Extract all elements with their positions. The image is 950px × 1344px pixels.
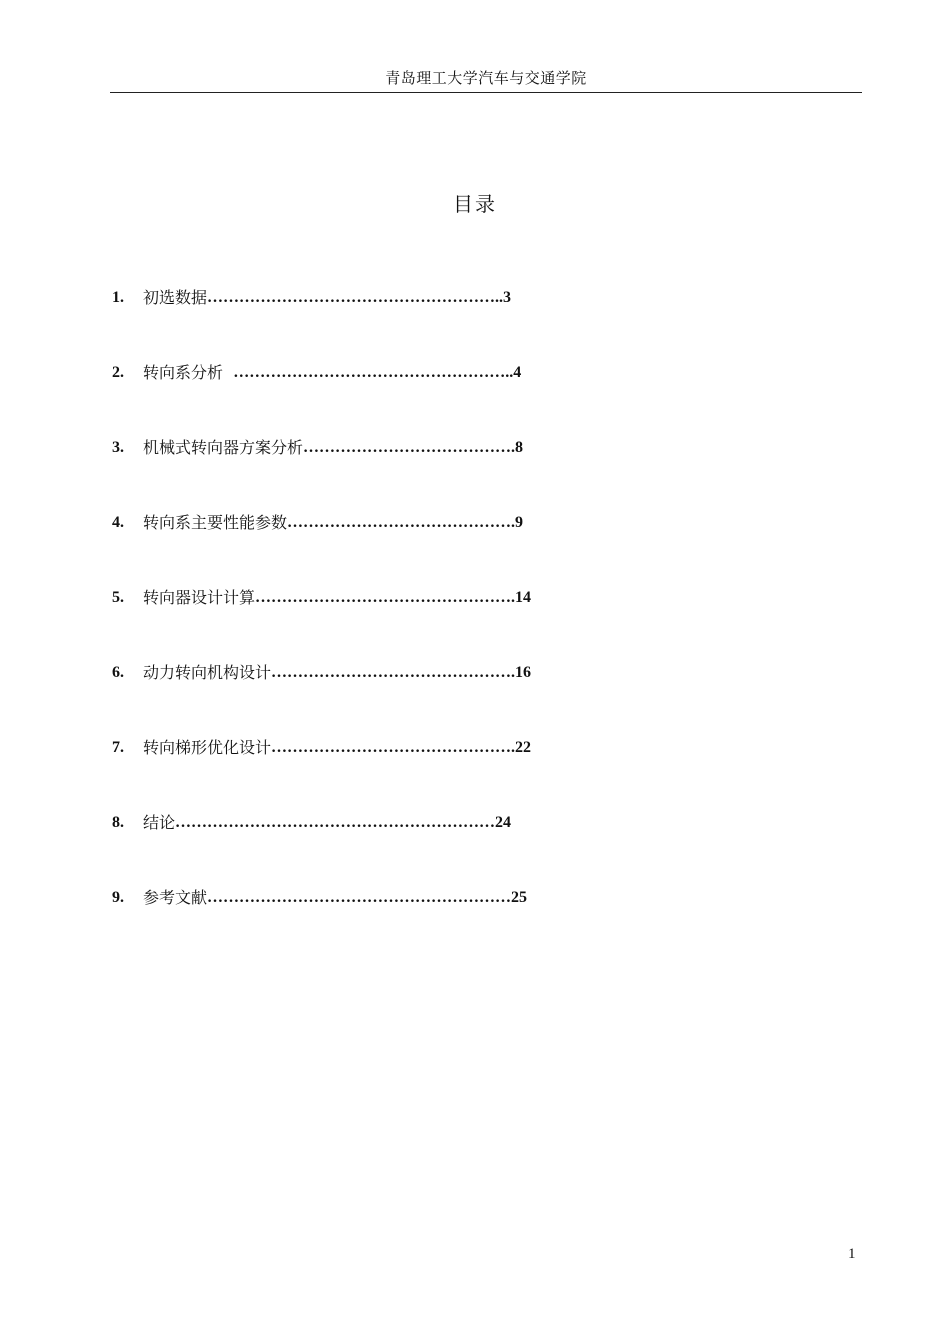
toc-entry[interactable] [112,811,531,886]
toc-entry-number: 8. [112,814,124,831]
toc-entry-label: 参考文献 [143,888,208,907]
toc-entry-label: 转向系主要性能参数 [143,513,288,532]
toc-entry-page: 16 [515,664,532,681]
toc-entry-page: 4 [513,364,522,381]
toc-entry-page: 14 [515,589,532,606]
toc-entry-label: 初选数据 [143,288,208,307]
toc-entry[interactable] [112,361,531,436]
toc-entry-page: 8 [515,439,524,456]
toc-entry-number: 6. [112,664,124,681]
toc-entry[interactable] [112,511,531,586]
toc-entry-page: 25 [511,889,528,906]
toc-entry[interactable] [112,736,531,811]
toc-entry-page: 3 [503,289,512,306]
toc-entry-leader: …………………………………. [303,439,516,456]
toc-list [112,286,531,961]
toc-title: 目录 [453,192,497,216]
toc-entry-page: 24 [495,814,512,831]
toc-entry-leader: …………………………………………………… [175,814,496,831]
toc-entry-leader: ………………………………………. [271,664,516,681]
toc-entry[interactable] [112,886,531,961]
toc-entry-label: 转向器设计计算 [143,588,256,607]
toc-entry-leader: ……………………………………………….. [207,289,504,306]
toc-entry-label: 转向系分析 [143,363,234,382]
toc-entry-page: 9 [515,514,524,531]
toc-entry-number: 3. [112,439,124,456]
toc-entry-number: 7. [112,739,124,756]
toc-entry[interactable] [112,661,531,736]
toc-entry-number: 5. [112,589,124,606]
toc-entry[interactable] [112,286,531,361]
toc-entry-label: 结论 [143,813,176,832]
toc-entry-leader: ………………………………………………… [207,889,512,906]
header-institution: 青岛理工大学汽车与交通学院 [385,69,587,87]
toc-entry-number: 2. [112,364,124,381]
toc-entry-leader: …………………………………………. [255,589,516,606]
toc-entry-leader: ………………………………………. [271,739,516,756]
toc-entry-leader: …………………………………………….. [233,364,514,381]
toc-entry-label: 转向梯形优化设计 [143,738,272,757]
toc-entry-number: 9. [112,889,124,906]
toc-entry[interactable] [112,436,531,511]
toc-entry-leader: ……………………………………. [287,514,516,531]
toc-entry-page: 22 [515,739,532,756]
page-header [110,66,862,93]
toc-entry-label: 机械式转向器方案分析 [143,438,304,457]
toc-entry-label: 动力转向机构设计 [143,663,272,682]
toc-entry-number: 1. [112,289,124,306]
page-number: 1 [848,1246,856,1262]
toc-entry-number: 4. [112,514,124,531]
toc-entry[interactable] [112,586,531,661]
